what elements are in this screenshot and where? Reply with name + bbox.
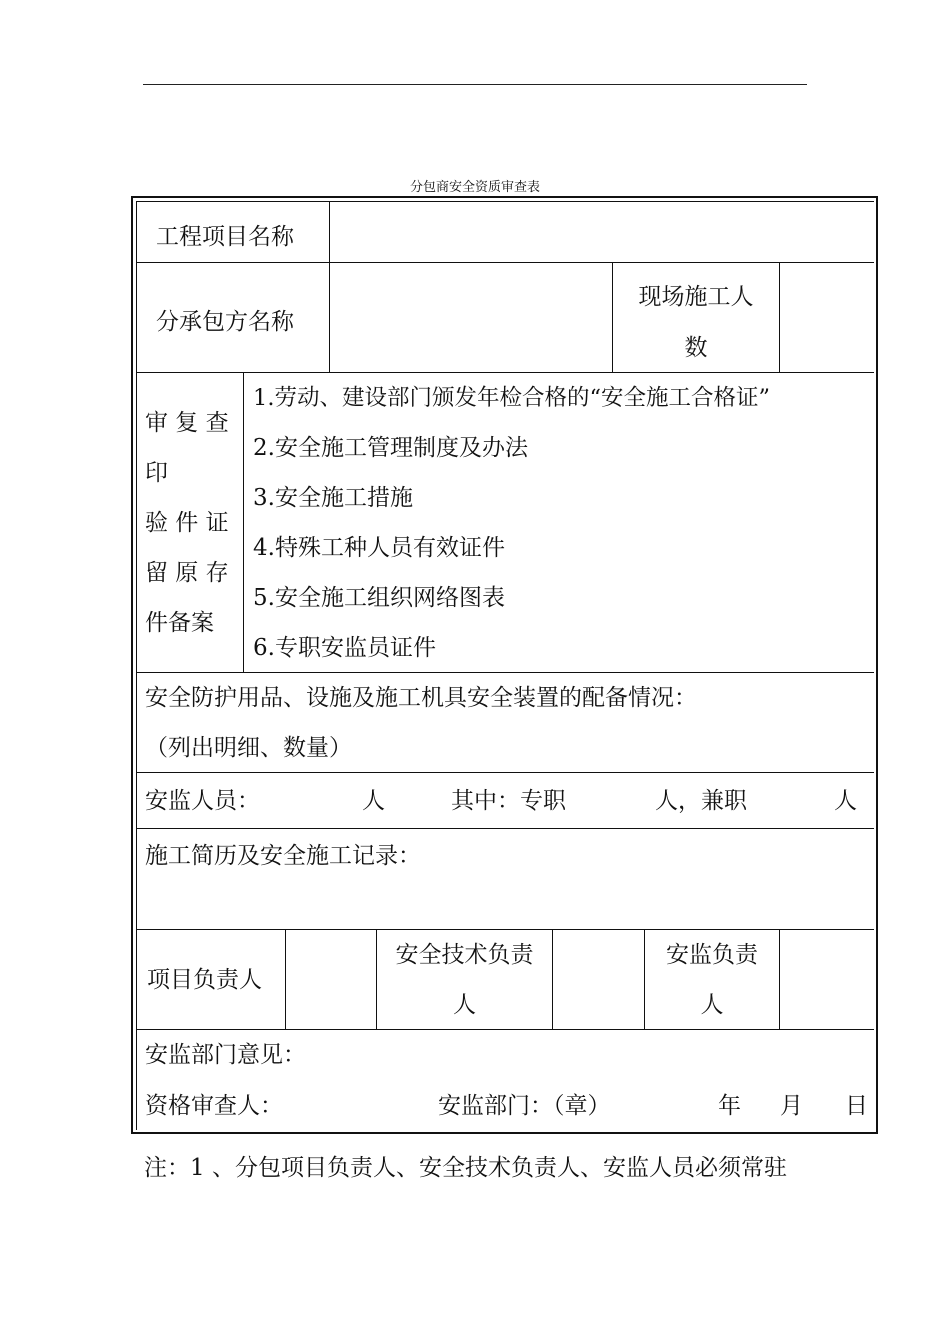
col-line	[779, 929, 780, 1029]
dept-seal-label: 安监部门：（章）	[438, 1093, 611, 1119]
reviewer-label: 资格审查人：	[145, 1093, 283, 1119]
row-line	[136, 828, 874, 829]
project-name-label: 工程项目名称	[156, 224, 294, 250]
review-item: 4.特殊工种人员有效证件	[253, 535, 505, 561]
col-line	[243, 372, 244, 672]
month-label: 月	[780, 1093, 803, 1119]
review-label-line: 件备案	[145, 610, 214, 636]
review-item: 2.安全施工管理制度及办法	[253, 435, 528, 461]
review-item: 3.安全施工措施	[253, 485, 413, 511]
site-workers-label: 现场施工人	[638, 284, 754, 310]
row-line	[136, 201, 874, 202]
row-line	[136, 772, 874, 773]
safety-staff-unit: 人	[362, 788, 385, 814]
tech-manager-label: 安全技术负责	[395, 942, 534, 968]
tech-manager-label-cont: 人	[453, 992, 476, 1018]
full-time-label: 其中：专职	[451, 788, 566, 814]
part-time-label: 人，兼职	[655, 788, 747, 814]
row-line	[136, 929, 874, 930]
review-item: 5.安全施工组织网络图表	[253, 585, 505, 611]
header-rule	[143, 84, 807, 85]
history-label: 施工简历及安全施工记录：	[145, 843, 421, 869]
footnote: 注：1 、分包项目负责人、安全技术负责人、安监人员必须常驻	[144, 1155, 787, 1181]
day-label: 日	[845, 1093, 868, 1119]
equipment-sub-label: （列出明细、数量）	[145, 735, 352, 761]
project-manager-label: 项目负责人	[147, 967, 262, 993]
year-label: 年	[718, 1093, 741, 1119]
subcontractor-label: 分承包方名称	[156, 309, 294, 335]
row-line	[136, 372, 874, 373]
safety-manager-label: 安监负责	[666, 942, 758, 968]
col-line	[285, 929, 286, 1029]
dept-opinion-label: 安监部门意见：	[145, 1042, 306, 1068]
document-title: 分包商安全资质审查表	[409, 180, 540, 195]
part-time-unit: 人	[834, 788, 857, 814]
row-line	[136, 262, 874, 263]
equipment-label: 安全防护用品、设施及施工机具安全装置的配备情况：	[145, 685, 697, 711]
review-label-line: 留 原 存	[145, 560, 229, 586]
row-line	[136, 672, 874, 673]
col-line	[552, 929, 553, 1029]
row-line	[136, 1029, 874, 1030]
review-label-line: 印	[145, 460, 168, 486]
review-item: 1.劳动、建设部门颁发年检合格的“安全施工合格证”	[253, 385, 770, 411]
review-item: 6.专职安监员证件	[253, 635, 436, 661]
col-line	[136, 201, 137, 1130]
review-label-line: 审 复 查	[145, 410, 229, 436]
safety-manager-label-cont: 人	[700, 992, 724, 1018]
review-label-line: 验 件 证	[145, 510, 229, 536]
col-line	[329, 201, 330, 372]
qualification-form-table	[136, 201, 874, 1130]
safety-staff-label: 安监人员：	[145, 788, 260, 814]
site-workers-label-cont: 数	[684, 335, 708, 361]
col-line	[779, 262, 780, 372]
